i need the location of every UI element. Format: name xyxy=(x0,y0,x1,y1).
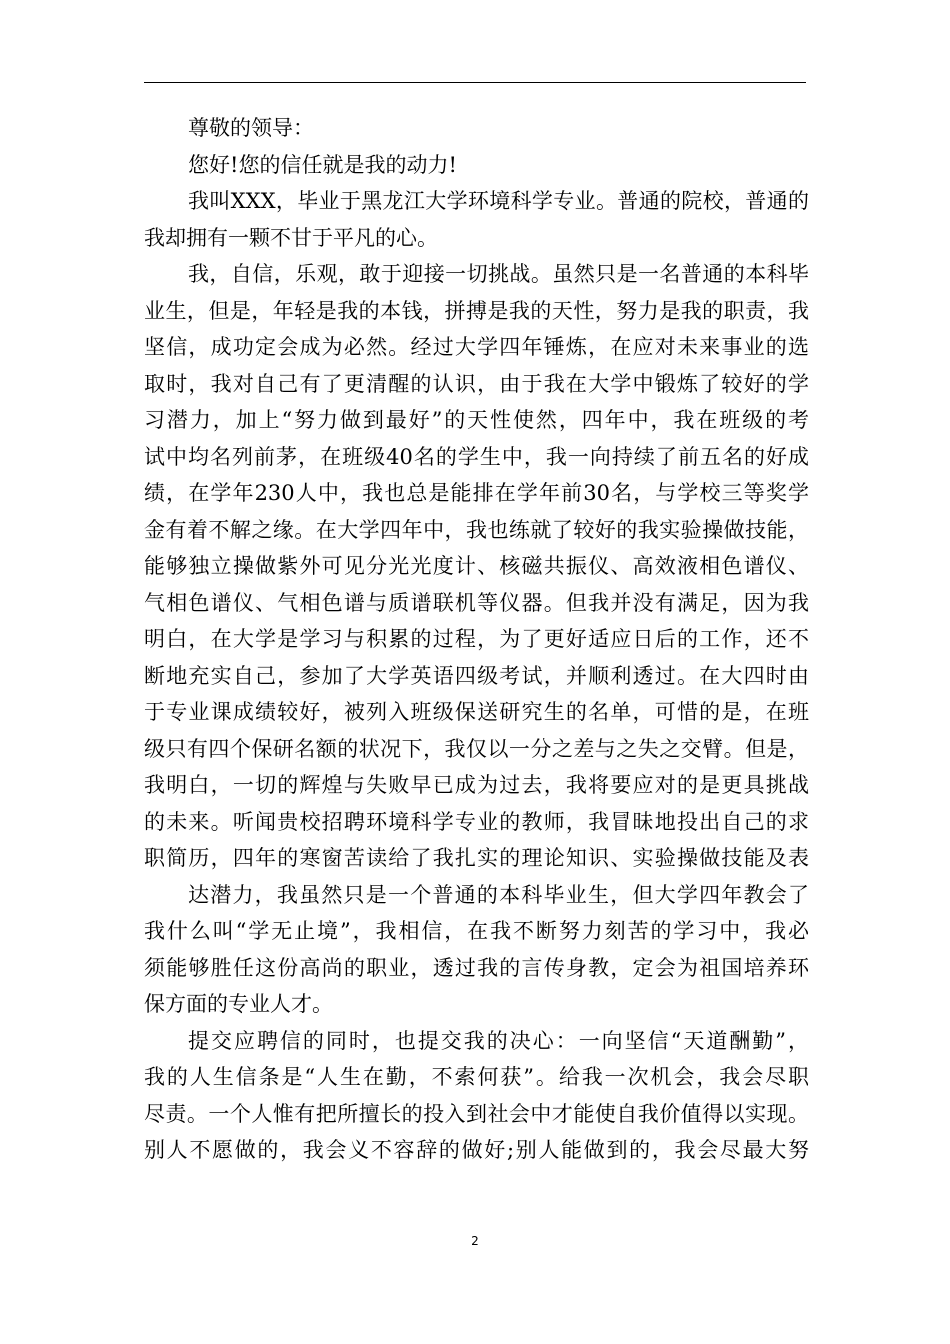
greeting: 您好!您的信任就是我的动力! xyxy=(188,152,457,177)
paragraph-line: 取时，我对自己有了更清醒的认识，由于我在大学中锻炼了较好的学 xyxy=(144,371,809,396)
paragraph-line: 我，自信，乐观，敢于迎接一切挑战。虽然只是一名普通的本科毕 xyxy=(188,262,809,286)
paragraph-line: 能够独立操做紫外可见分光光度计、核磁共振仪、高效液相色谱仪、 xyxy=(144,554,809,578)
paragraph-line: 我叫XXX，毕业于黑龙江大学环境科学专业。普通的院校，普通的 xyxy=(188,189,809,213)
paragraph-line: 尽责。一个人惟有把所擅长的投入到社会中才能使自我价值得以实现。 xyxy=(144,1101,809,1126)
paragraph-line: 的未来。听闻贵校招聘环境科学专业的教师，我冒昧地投出自己的求 xyxy=(144,809,809,834)
paragraph-line: 金有着不解之缘。在大学四年中，我也练就了较好的我实验操做技能， xyxy=(144,517,809,542)
paragraph-line: 习潜力，加上“努力做到最好”的天性使然，四年中，我在班级的考 xyxy=(144,408,809,432)
paragraph-line: 明白，在大学是学习与积累的过程，为了更好适应日后的工作，还不 xyxy=(144,627,809,651)
paragraph-line: 我什么叫“学无止境”，我相信，在我不断努力刻苦的学习中，我必 xyxy=(144,919,809,943)
paragraph-line: 提交应聘信的同时，也提交我的决心：一向坚信“天道酬勤”， xyxy=(188,1028,809,1053)
paragraph-line: 须能够胜任这份高尚的职业，透过我的言传身教，定会为祖国培养环 xyxy=(144,955,809,980)
paragraph-line: 我的人生信条是“人生在勤，不索何获”。给我一次机会，我会尽职 xyxy=(144,1065,809,1089)
paragraph-line: 级只有四个保研名额的状况下，我仅以一分之差与之失之交臂。但是， xyxy=(144,736,809,761)
paragraph-line: 绩，在学年230人中，我也总是能排在学年前30名，与学校三等奖学 xyxy=(144,481,809,505)
paragraph-line: 我却拥有一颗不甘于平凡的心。 xyxy=(144,225,438,250)
paragraph-line: 业生，但是，年轻是我的本钱，拼搏是我的天性，努力是我的职责，我 xyxy=(144,298,809,323)
paragraph-line: 我明白，一切的辉煌与失败早已成为过去，我将要应对的是更具挑战 xyxy=(144,773,809,797)
paragraph-line: 保方面的专业人才。 xyxy=(144,992,333,1016)
paragraph-line: 职简历，四年的寒窗苦读给了我扎实的理论知识、实验操做技能及表 xyxy=(144,846,809,870)
paragraph-line: 试中均名列前茅，在班级40名的学生中，我一向持续了前五名的好成 xyxy=(144,444,809,469)
paragraph-line: 别人不愿做的，我会义不容辞的做好;别人能做到的，我会尽最大努 xyxy=(144,1138,809,1162)
paragraph-line: 达潜力，我虽然只是一个普通的本科毕业生，但大学四年教会了 xyxy=(188,882,809,907)
letter-body xyxy=(144,110,809,1169)
paragraph-line: 于专业课成绩较好，被列入班级保送研究生的名单，可惜的是，在班 xyxy=(144,700,809,724)
paragraph-line: 坚信，成功定会成为必然。经过大学四年锤炼，在应对未来事业的选 xyxy=(144,335,809,359)
salutation: 尊敬的领导： xyxy=(188,116,314,140)
paragraph-line: 气相色谱仪、气相色谱与质谱联机等仪器。但我并没有满足，因为我 xyxy=(144,590,809,615)
page-number: 2 xyxy=(471,1234,479,1248)
header-rule xyxy=(144,82,806,83)
paragraph-line: 断地充实自己，参加了大学英语四级考试，并顺利透过。在大四时由 xyxy=(144,663,809,688)
